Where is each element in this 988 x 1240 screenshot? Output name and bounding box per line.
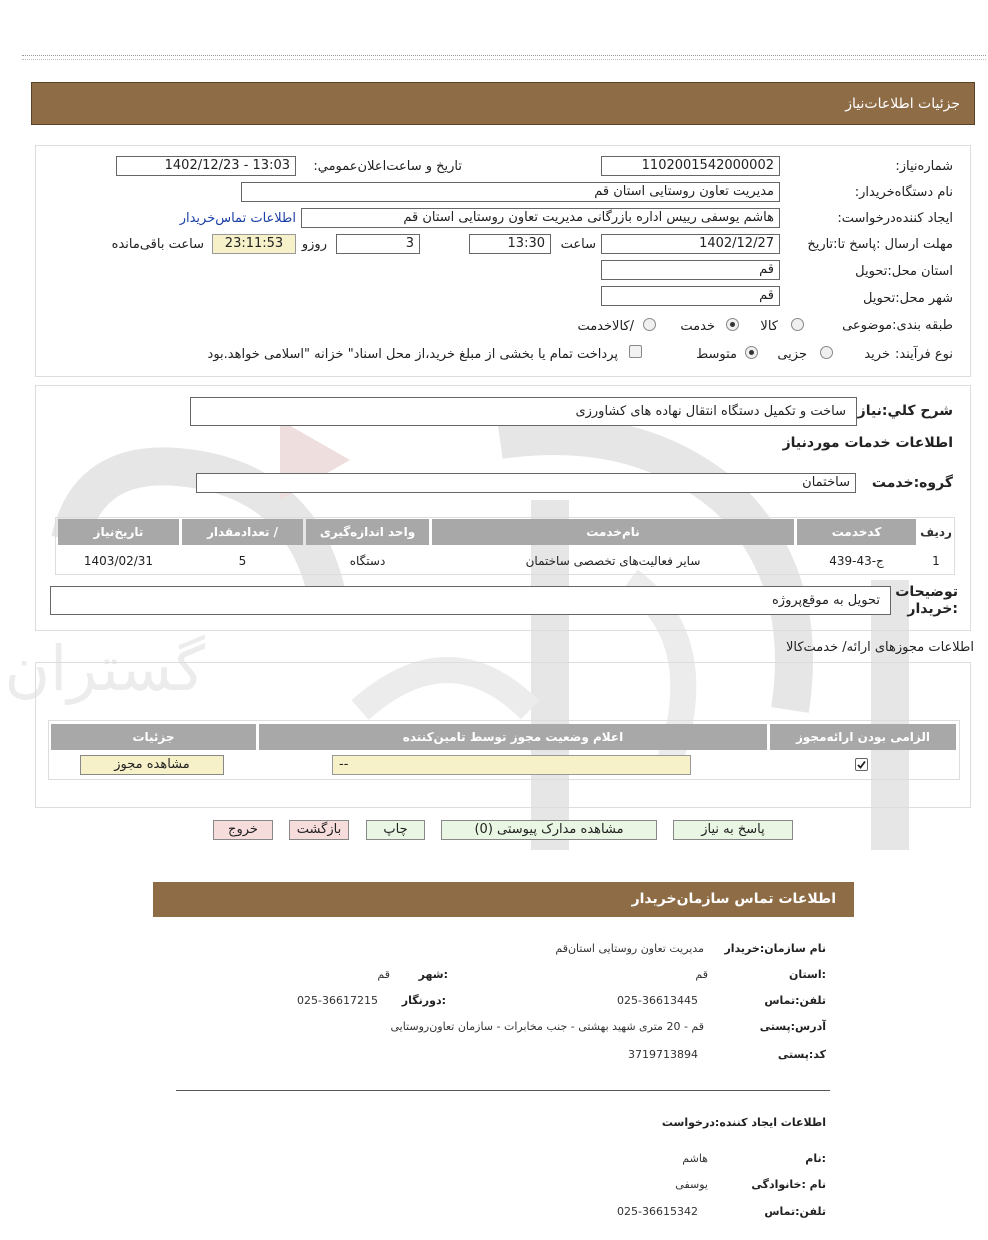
treasury-payment-checkbox[interactable]	[629, 345, 642, 358]
creator-phone-label: تلفن:تماس	[764, 1205, 826, 1218]
days-label: روزو	[301, 237, 327, 252]
contact-postal-value: 3719713894	[628, 1048, 698, 1061]
category-label: طبقه بندی:موضوعی	[842, 318, 953, 333]
table-cell-code: ج-43-439	[829, 554, 884, 568]
process-radio-medium[interactable]	[745, 346, 758, 359]
process-type: خرید	[864, 347, 890, 362]
table-cell-name: سایر فعالیت‌های تخصصی ساختمان	[525, 554, 701, 568]
buyer-org-label: نام دستگاه‌خریدار:	[854, 185, 953, 200]
creator-family-label: نام :خانوادگی	[751, 1178, 826, 1191]
contact-fax-label: :دورنگار	[401, 994, 446, 1007]
buyer-notes-field: تحویل به موقع‌پروژه	[50, 586, 891, 615]
category-option-goods: کالا	[760, 319, 778, 334]
col-qty-header: / تعدادمقدار	[182, 519, 303, 545]
license-required-header: الزامی بودن ارائه‌مجوز	[770, 724, 956, 750]
deadline-time-label: ساعت	[560, 237, 596, 252]
contact-fax-value: 025-36617215	[297, 994, 378, 1007]
contact-city-value: قم	[377, 968, 390, 981]
contact-phone-value: 025-36613445	[617, 994, 698, 1007]
buyer-notes-label-1: توضیحات	[895, 584, 958, 600]
need-number-field: 1102001542000002	[601, 156, 780, 176]
days-field: 3	[336, 234, 420, 254]
creator-name-label: :نام	[805, 1152, 826, 1165]
province-field: قم	[601, 260, 780, 280]
contact-province-value: قم	[695, 968, 708, 981]
table-cell-qty: 5	[238, 554, 247, 568]
col-name-header: نام‌خدمت	[432, 519, 794, 545]
license-status-field[interactable]: --	[332, 755, 691, 775]
license-required-checkbox[interactable]	[855, 758, 868, 771]
watermark-text: گستران	[4, 632, 205, 705]
creator-family-value: یوسفی	[675, 1178, 708, 1191]
creator-heading: اطلاعات ایجاد کننده:درخواست	[661, 1116, 826, 1129]
announce-field: 1402/12/23 - 13:03	[116, 156, 296, 176]
attachments-button[interactable]: مشاهده مدارک پیوستی (0)	[441, 820, 657, 840]
license-status-header: اعلام وضعیت مجوز توسط تامین‌کننده	[259, 724, 767, 750]
contact-org-label: نام سازمان:خریدار	[724, 942, 826, 955]
contact-city-label: :شهر	[418, 968, 448, 981]
contact-phone-label: تلفن:تماس	[764, 994, 826, 1007]
contact-divider	[176, 1090, 830, 1091]
page-header-title: جزئیات اطلاعات‌نیاز	[845, 96, 960, 112]
col-code-header: کدخدمت	[797, 519, 916, 545]
need-number-label: شماره‌نیاز:	[895, 159, 953, 174]
creator-name-value: هاشم	[682, 1152, 708, 1165]
process-radio-minor[interactable]	[820, 346, 833, 359]
process-option-minor: جزیی	[777, 347, 807, 362]
province-label: استان محل:تحویل	[855, 264, 953, 279]
col-unit-header: واحد اندازه‌گیری	[306, 519, 429, 545]
creator-phone-value: 025-36615342	[617, 1205, 698, 1218]
category-radio-goods-service[interactable]	[643, 318, 656, 331]
deadline-label: مهلت ارسال :پاسخ تا:تاریخ	[807, 237, 953, 252]
page-header-bar	[31, 82, 975, 125]
city-label: شهر محل:تحویل	[863, 291, 953, 306]
contact-header-bar	[153, 882, 854, 917]
announce-label: تاریخ و ساعت‌اعلان‌عمومي:	[313, 159, 462, 174]
exit-button[interactable]: خروج	[213, 820, 273, 840]
licenses-heading: اطلاعات مجوزهای ارائه/ خدمت‌کالا	[785, 640, 974, 655]
summary-label: شرح کلي:نیاز	[857, 403, 953, 419]
contact-postal-label: کد:پستی	[777, 1048, 826, 1061]
need-info-panel	[35, 145, 971, 377]
contact-title: اطلاعات تماس سازمان‌خریدار	[631, 891, 836, 907]
category-option-service: خدمت	[680, 319, 715, 334]
category-option-goods-service: /کالاخدمت	[577, 319, 634, 334]
table-cell-date: 1403/02/31	[83, 554, 154, 568]
top-divider	[22, 55, 986, 56]
requester-label: ایجاد کننده‌درخواست:	[837, 211, 953, 226]
group-label: گروه:خدمت	[871, 475, 953, 491]
license-details-header: جزئیات	[51, 724, 256, 750]
summary-field: ساخت و تکمیل دستگاه انتقال نهاده های کشاورزی	[190, 397, 857, 426]
services-heading: اطلاعات خدمات موردنیاز	[782, 435, 953, 451]
print-button[interactable]: چاپ	[366, 820, 425, 840]
deadline-date-field: 1402/12/27	[601, 234, 780, 254]
table-cell-row: 1	[932, 554, 940, 568]
check-icon	[856, 759, 867, 770]
deadline-time-field: 13:30	[469, 234, 551, 254]
buyer-notes-label-2: :خریدار	[907, 601, 958, 617]
category-radio-goods[interactable]	[791, 318, 804, 331]
top-divider-2	[22, 59, 986, 60]
reply-button[interactable]: پاسخ به نیاز	[673, 820, 793, 840]
buyer-org-field: مدیریت تعاون روستایی استان قم	[241, 182, 780, 202]
city-field: قم	[601, 286, 780, 306]
process-label: نوع فرآیند:	[895, 347, 953, 362]
table-cell-unit: دستگاه	[349, 554, 386, 568]
back-button[interactable]: بازگشت	[289, 820, 349, 840]
col-row-header: ردیف	[919, 519, 953, 545]
group-field: ساختمان	[196, 473, 856, 493]
contact-province-label: :استان	[789, 968, 826, 981]
requester-field: هاشم یوسفی رییس اداره بازرگانی مدیریت تعاون روستایی استان قم	[301, 208, 780, 228]
buyer-contact-link[interactable]: اطلاعات تماس‌خریدار	[179, 211, 296, 226]
contact-address-value: قم - 20 متری شهید بهشتی - جنب مخابرات - سازمان تعاون‌روستایی	[390, 1020, 704, 1033]
contact-org-value: مدیریت تعاون روستایی استان‌قم	[555, 942, 704, 955]
col-date-header: تاریخ‌نیاز	[58, 519, 179, 545]
remaining-label: ساعت باقی‌مانده	[111, 237, 204, 252]
process-option-medium: متوسط	[696, 347, 737, 362]
category-radio-service[interactable]	[726, 318, 739, 331]
view-license-button[interactable]: مشاهده مجوز	[80, 755, 224, 775]
contact-address-label: آدرس:پستی	[759, 1020, 826, 1033]
treasury-payment-note: پرداخت تمام یا بخشی از مبلغ خرید،از محل اسناد" خزانه "اسلامی خواهد.بود	[207, 347, 618, 362]
remaining-time-field: 23:11:53	[212, 234, 296, 254]
